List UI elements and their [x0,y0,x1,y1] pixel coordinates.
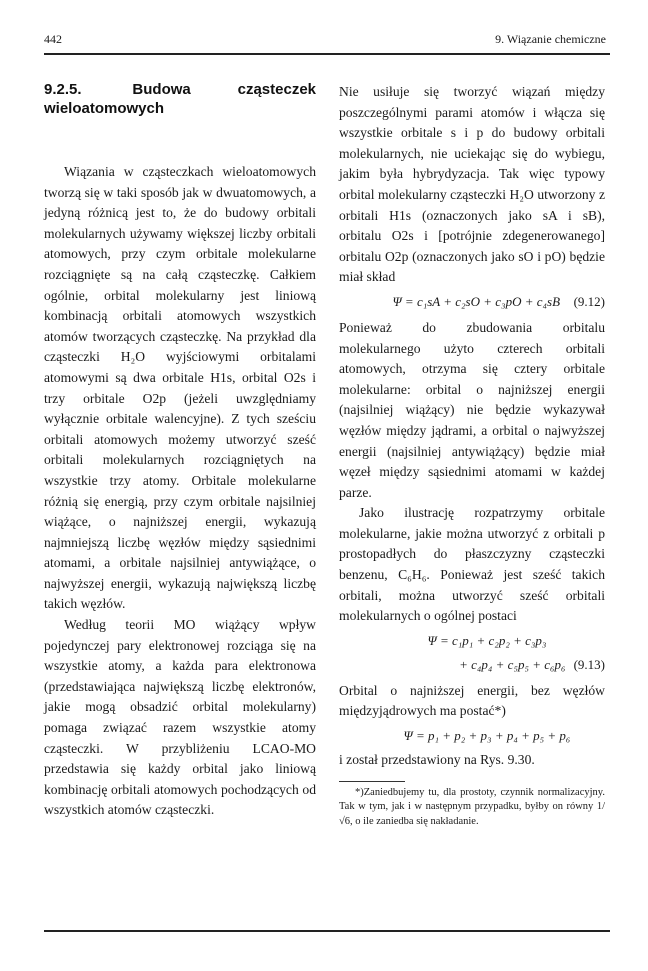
section-heading [44,80,316,118]
equation-9-13-number: (9.13) [573,656,605,672]
right-paragraph-3: Jako ilustrację rozpatrzymy orbitale molekularne, jakie można utworzyć z orbitali p prostopadłych do płaszczyzny cząsteczki benzenu, C₆H₆. Ponieważ jest sześć takich orbitali, można utworzyć sześć orbitali molekularnych o ogólnej postaci [339,505,605,624]
equation-9-12 [339,292,605,312]
footnote-rule [339,781,405,782]
equation-9-13-line-1 [339,631,605,651]
header-rule [44,53,610,55]
footnote: *)Zaniedbujemy tu, dla prostoty, czynnik normalizacyjny. Tak w tym, jak i w następnym przypadku, byłby on równy 1/√6, o ile zaniedba się nakładanie. [339,786,605,827]
section-title: Budowa cząsteczek wieloatomowych [44,81,316,117]
section-number: 9.2.5. [44,81,82,98]
left-paragraph-2: Według teorii MO wiążący wpływ pojedynczej pary elektronowej rozciąga się na wszystkie atomy, a każda para elektronowa (przedstawiająca największą liczbę elektronów, jakie mogą obsadzić orbital molekularny) pomaga związać razem wszystkie atomy cząsteczki. W przybliżeniu LCAO-MO przedstawia się każdy orbital jako liniową kombinację orbitali atomowych pochodzących od wszystkich atomów cząsteczki. [44,617,316,818]
left-paragraph-1: Wiązania w cząsteczkach wieloatomowych tworzą się w taki sposób jak w dwuatomowych, a jedyną różnicą jest to, że do budowy orbitali molekularnych używamy większej liczby orbitali atomowych, przy czym orbitale molekularne rozciągnięte są na całą cząsteczkę. Całkiem ogólnie, orbital molekularny jest liniową kombinacją orbitali atomowych wszystkich atomów tworzących cząsteczkę. Na przykład dla cząsteczki H₂O wyjściowymi orbitalami atomowymi są dwa orbitale H1s, orbital O2s i trzy orbitale O2p (jeżeli uwzględniamy wyłącznie orbitale walencyjne). Z tych sześciu orbitali atomowych możemy utworzyć sześć orbitali molekularnych rozciągniętych na wszystkie trzy atomy. Orbitale molekularne różnią się energią, przy czym orbitale najsilniej wiążące, o najniższej energii, wykazują najmniejszą liczbę węzłów między sąsiednimi atomami, a orbitale najsilniej antywiążące, o najwyższej energii, wykazują największą liczbę takich węzłów. [44,164,316,612]
right-paragraph-4: Orbital o najniższej energii, bez węzłów międzyjądrowych ma postać*) [339,682,605,719]
right-paragraph-1: Nie usiłuje się tworzyć wiązań między poszczególnymi parami atomów i włącza się wszystkie orbitale s i p do budowy orbitali molekularnych, nie uciekając się do wybiegu, jakim była hybrydyzacja. Tak więc typowy orbital molekularny cząsteczki H₂O utworzony z orbitali H1s (oznaczonych jako sA i sB), orbitalu O2s i [potrójnie zdegenerowanego] orbitalu O2p (oznaczonych jako sO i pO) będzie miał skład [339,84,605,285]
left-column [44,80,316,821]
equation-9-13-line-2 [339,655,605,675]
equation-9-13-part-1: Ψ = c₁p₁ + c₂p₂ + c₃p₃ [427,632,547,648]
equation-9-13-part-2: + c₄p₄ + c₅p₅ + c₆p₆ [459,656,566,672]
footer-rule [44,930,610,932]
page-number: 442 [44,32,62,46]
right-paragraph-2: Ponieważ do zbudowania orbitalu molekularnego użyto czterech orbitali atomowych, otrzyma się cztery orbitale molekularne: orbital o najniższej energii (najsilniej wiążący) nie będzie wykazywał węzłów między jądrami, a orbital o najwyższej energii (najsilniej antywiążący) będzie miał węzeł między sąsiednimi atomami w każdej parze. [339,319,605,500]
running-head: 9. Wiązanie chemiczne [495,32,606,46]
equation-9-12-number: (9.12) [573,293,605,309]
equation-benzene-expression: Ψ = p₁ + p₂ + p₃ + p₄ + p₅ + p₆ [403,728,571,744]
page-header [44,28,608,50]
equation-benzene-lowest [339,726,605,746]
right-column [339,82,605,829]
equation-9-12-expression: Ψ = c₁sA + c₂sO + c₃pO + c₄sB [392,293,561,309]
right-paragraph-5: i został przedstawiony na Rys. 9.30. [339,752,535,768]
